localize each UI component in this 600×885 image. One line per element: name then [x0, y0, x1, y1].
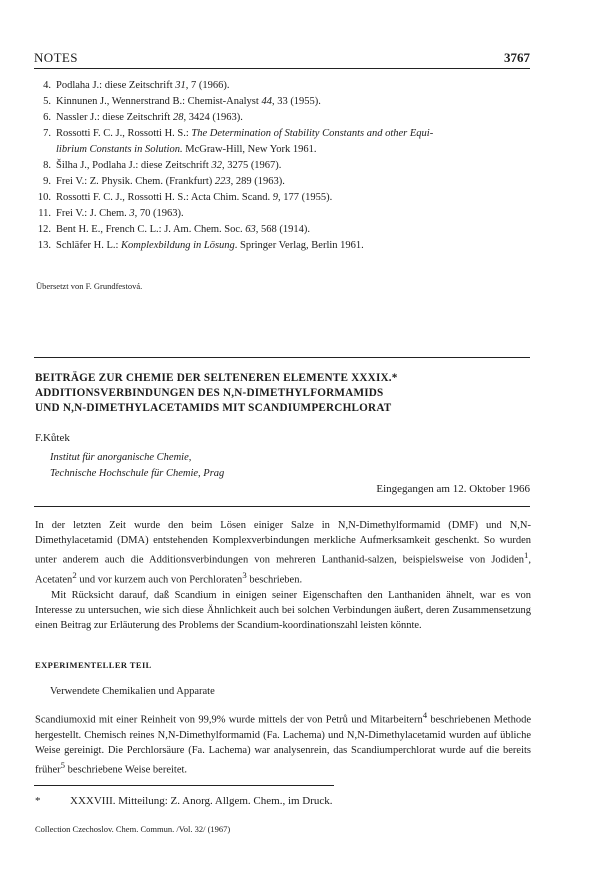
header-rule [34, 68, 530, 69]
subsection-heading: Verwendete Chemikalien und Apparate [50, 686, 215, 697]
running-head [34, 50, 530, 68]
section-heading: EXPERIMENTELLER TEIL [35, 660, 152, 670]
page-number: 3767 [504, 50, 530, 65]
reference-item: 4. Podlaha J.: diese Zeitschrift 31, 7 (1966). [43, 80, 230, 91]
article-separator-top [34, 357, 530, 358]
introduction-text [35, 518, 531, 633]
intro-paragraph-1: In der letzten Zeit wurde den beim Lösen einiger Salze in N,N-Dimethylformamid (DMF) und N,N-Dimethylacetamid (DMA) entstehenden Komplexverbindungen merkliche Aufmerksamkeit geschenkt. So wurden unter anderem auch die Additionsverbindungen von mehreren Lanthanid-salzen, beispielsweise von Jodiden$^1$, Acetaten$^2$ und vor kurzem auch von Perchloraten$^3$ beschrieben. [35, 520, 531, 586]
abstract-rule [34, 506, 530, 507]
experimental-paragraph: Scandiumoxid mit einer Reinheit von 99,9% wurde mittels der von Petrů und Mitarbeitern$^4$ beschriebenen Methode hergestellt. Chemisch reines N,N-Dimethylformamid (Fa. Lachema) und N,N-Dimethylacetamid wurden auf übliche Weise gereinigt. Die Perchlorsäure (Fa. Lachema) war analysenrein, das Scandiumperchlorat wurde auf die bereits früher$^5$ beschriebene Weise bereitet. [35, 710, 531, 776]
section-label: NOTES [34, 50, 78, 65]
reference-item: 11. Frei V.: J. Chem. 3, 70 (1963). [38, 208, 184, 219]
reference-item: 7. Rossotti F. C. J., Rossotti H. S.: The Determination of Stability Constants and other Equi- [43, 128, 434, 139]
reference-item: 13. Schläfer H. L.: Komplexbildung in Lösung. Springer Verlag, Berlin 1961. [37, 240, 364, 251]
footnote-text: XXXVIII. Mitteilung: Z. Anorg. Allgem. Chem., im Druck. [70, 795, 333, 807]
author-name: F.Kůtek [35, 432, 70, 444]
reference-item: 5. Kinnunen J., Wennerstrand B.: Chemist-Analyst 44, 33 (1955). [43, 96, 321, 107]
reference-list [34, 78, 530, 254]
footnote-mark: * [35, 795, 41, 807]
reference-item: 6. Nassler J.: diese Zeitschrift 28, 3424 (1963). [43, 112, 243, 123]
reference-item: 8. Šilha J., Podlaha J.: diese Zeitschrift 32, 3275 (1967). [43, 160, 282, 171]
reference-item: 10. Rossotti F. C. J., Rossotti H. S.: Acta Chim. Scand. 9, 177 (1955). [37, 192, 333, 203]
translator-note: Übersetzt von F. Grundfestová. [36, 281, 143, 291]
footnote [35, 795, 531, 807]
article-title: BEITRÄGE ZUR CHEMIE DER SELTENEREN ELEMENTE XXXIX.* ADDITIONSVERBINDUNGEN DES N,N-DIMETHYLFORMAMIDS UND N,N-DIMETHYLACETAMIDS MIT SCANDIUMPERCHLORAT [35, 372, 398, 414]
reference-continuation: librium Constants in Solution. McGraw-Hill, New York 1961. [56, 144, 317, 155]
author-affiliation: Institut für anorganische Chemie, Technische Hochschule für Chemie, Prag [50, 452, 225, 479]
journal-footer: Collection Czechoslov. Chem. Commun. /Vol. 32/ (1967) [35, 824, 231, 834]
experimental-text [35, 708, 531, 778]
received-date: Eingegangen am 12. Oktober 1966 [376, 483, 530, 495]
reference-item: 9. Frei V.: Z. Physik. Chem. (Frankfurt) 223, 289 (1963). [43, 176, 285, 187]
footnote-rule [34, 785, 334, 786]
reference-item: 12. Bent H. E., French C. L.: J. Am. Chem. Soc. 63, 568 (1914). [37, 224, 311, 235]
intro-paragraph-2: Mit Rücksicht darauf, daß Scandium in einigen seiner Eigenschaften den Lanthaniden ähnelt, war es von Interesse zu untersuchen, wie sich diese Ähnlichkeit auch bei solchen Verbindungen äußert, deren Zusammensetzung einen Beitrag zur Erläuterung des Problems der Scandium-koordinationszahl leisten könnte. [35, 589, 531, 632]
